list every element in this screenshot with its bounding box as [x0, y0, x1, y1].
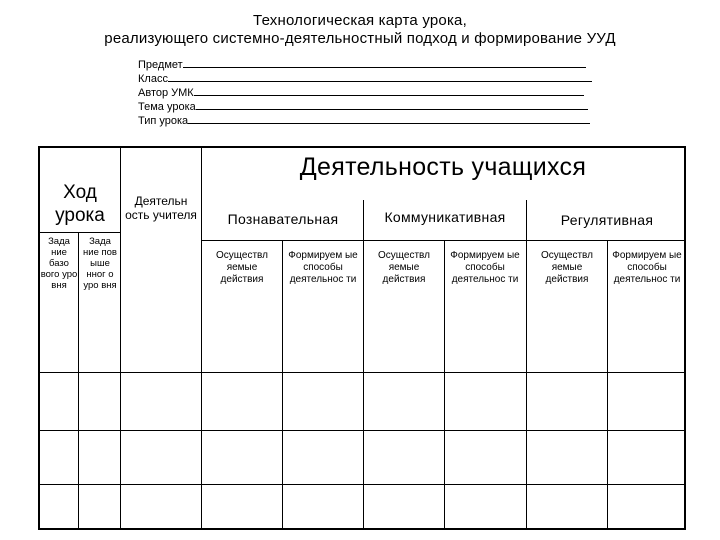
blank-line[interactable] [196, 99, 588, 110]
grid-line [38, 232, 120, 233]
subheader-actions: Осуществл яемые действия [378, 250, 430, 285]
meta-field-author: Автор УМК [138, 85, 584, 100]
document-title [0, 12, 720, 48]
blank-line[interactable] [168, 71, 592, 82]
meta-field-subject: Предмет [138, 57, 586, 72]
blank-line[interactable] [183, 57, 586, 68]
title-line-1: Технологическая карта урока, [253, 12, 467, 29]
title-line-2: реализующего системно-деятельностный подход и формирование УУД [104, 30, 616, 47]
grid-line [38, 484, 686, 485]
group-cognitive: Познавательная [227, 211, 339, 227]
meta-field-class: Класс [138, 71, 592, 86]
subheader-actions: Осуществл яемые действия [216, 250, 268, 285]
students-activity-header: Деятельность учащихся [299, 153, 587, 181]
meta-field-type: Тип урока [138, 113, 590, 128]
group-communicative: Коммуникативная [384, 209, 506, 225]
meta-field-topic: Тема урока [138, 99, 588, 114]
course-header: Ход урока [55, 182, 105, 226]
grid-line [38, 430, 686, 431]
grid-line [282, 240, 283, 530]
blank-line[interactable] [188, 113, 590, 124]
subheader-methods: Формируем ые способы деятельнос ти [288, 250, 358, 285]
grid-line [38, 372, 686, 373]
grid-line [201, 146, 202, 530]
subheader-methods: Формируем ые способы деятельнос ти [612, 250, 682, 285]
grid-line [526, 200, 527, 530]
teacher-activity-header: Деятельн ость учителя [125, 194, 197, 222]
grid-line [444, 240, 445, 530]
stage-advanced-header: Зада ние пов ыше нног о уро вня [83, 236, 117, 291]
subheader-actions: Осуществл яемые действия [541, 250, 593, 285]
grid-line [607, 240, 608, 530]
grid-line [363, 200, 364, 530]
grid-line [120, 146, 121, 530]
grid-line [201, 240, 686, 241]
subheader-methods: Формируем ые способы деятельнос ти [450, 250, 520, 285]
grid-line [78, 232, 79, 530]
group-regulatory: Регулятивная [560, 212, 654, 228]
stage-basic-header: Зада ние базо вого уро вня [40, 236, 78, 291]
blank-line[interactable] [194, 85, 584, 96]
